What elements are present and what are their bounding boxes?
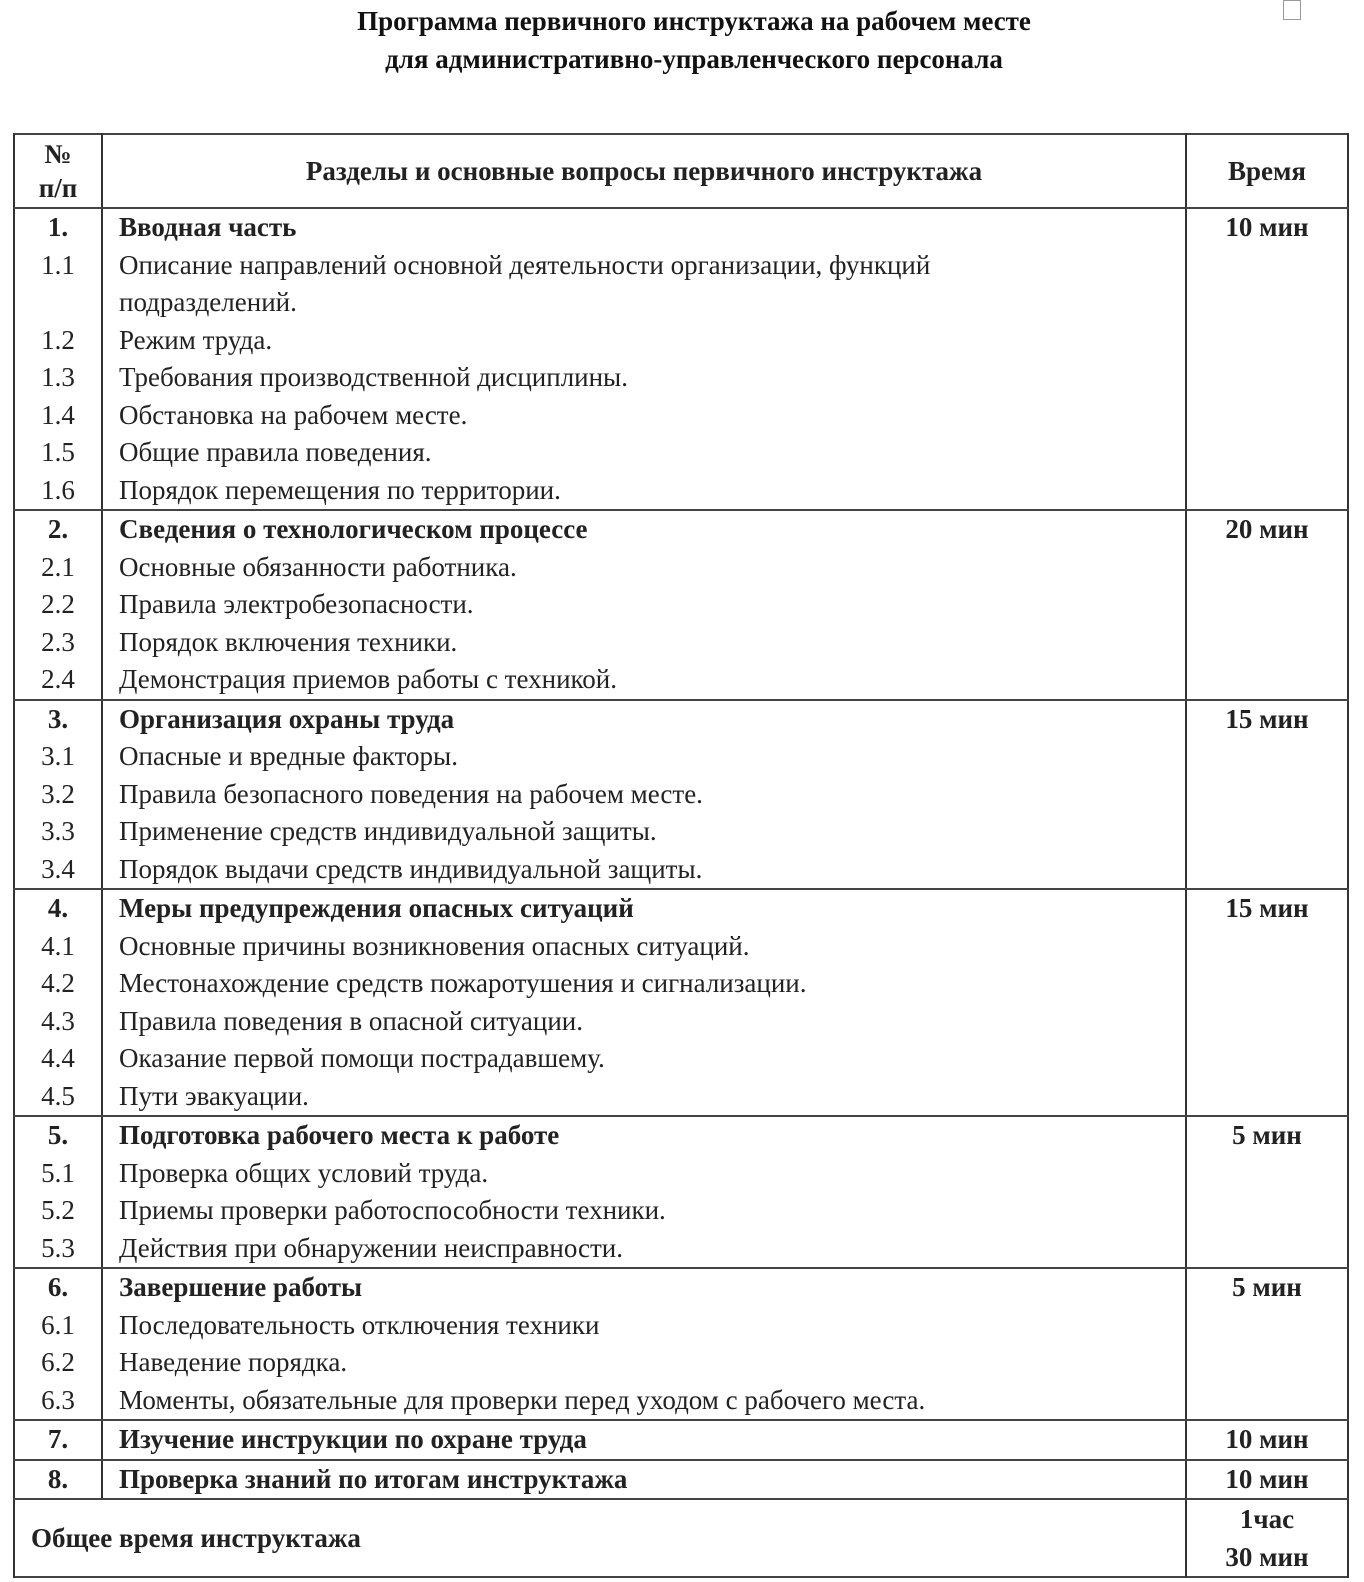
section-number-cell — [14, 1460, 102, 1500]
section-time: 20 мин — [1186, 510, 1348, 700]
title-line-2: для административно-управленческого персонала — [385, 44, 1003, 74]
instruction-program-table — [13, 133, 1349, 1578]
section-time: 10 мин — [1186, 208, 1348, 510]
item-number: 4.4 — [41, 1043, 75, 1073]
section-topics-cell — [102, 1460, 1186, 1500]
section-number-cell — [14, 1268, 102, 1420]
item-number: 1.6 — [41, 474, 75, 505]
section-number: 4. — [47, 893, 69, 923]
section-number: 2. — [47, 514, 69, 544]
item-number: 6.1 — [41, 1309, 75, 1340]
item-number: 5.1 — [41, 1157, 75, 1188]
item-number: 1.2 — [41, 324, 75, 355]
item-text: Порядок перемещения по территории. — [119, 474, 561, 505]
section-time: 5 мин — [1186, 1116, 1348, 1268]
table-section-row — [14, 1268, 1348, 1420]
item-number: 5.3 — [41, 1232, 75, 1263]
section-number: 6. — [47, 1272, 69, 1302]
item-text: Порядок включения техники. — [119, 626, 458, 657]
table-section-row — [14, 1460, 1348, 1500]
item-text: Последовательность отключения техники — [119, 1309, 600, 1340]
item-text: Правила безопасного поведения на рабочем месте. — [119, 778, 703, 809]
item-number: 5.2 — [41, 1195, 75, 1225]
section-number-cell — [14, 208, 102, 510]
item-text: Правила поведения в опасной ситуации. — [119, 1005, 584, 1036]
section-number: 7. — [47, 1424, 69, 1454]
section-title: Меры предупреждения опасных ситуаций — [119, 893, 634, 923]
item-text: Правила электробезопасности. — [119, 589, 474, 619]
document-title — [0, 2, 1364, 78]
section-title: Организация охраны труда — [119, 703, 455, 734]
header-number — [14, 134, 102, 208]
item-number: 3.3 — [41, 816, 75, 846]
section-topics-cell — [102, 1268, 1186, 1420]
section-number: 3. — [47, 703, 69, 734]
table-section-row — [14, 889, 1348, 1116]
section-topics-cell — [102, 1116, 1186, 1268]
item-number: 4.3 — [41, 1005, 75, 1036]
item-number: 2.4 — [41, 664, 75, 694]
section-title: Сведения о технологическом процессе — [119, 514, 588, 544]
header-topics: Разделы и основные вопросы первичного инструктажа — [102, 134, 1186, 208]
section-number-cell — [14, 700, 102, 890]
item-text: Проверка общих условий труда. — [119, 1157, 489, 1188]
item-text: Порядок выдачи средств индивидуальной защиты. — [119, 853, 703, 884]
header-time: Время — [1186, 134, 1348, 208]
section-number-cell — [14, 510, 102, 700]
item-text: Основные обязанности работника. — [119, 551, 517, 582]
table-section-row — [14, 510, 1348, 700]
item-text: Оказание первой помощи пострадавшему. — [119, 1043, 605, 1073]
section-title: Подготовка рабочего места к работе — [119, 1120, 560, 1150]
section-time: 10 мин — [1186, 1460, 1348, 1500]
item-number: 3.4 — [41, 853, 75, 884]
section-time: 10 мин — [1186, 1420, 1348, 1460]
section-time: 15 мин — [1186, 700, 1348, 890]
section-time: 5 мин — [1186, 1268, 1348, 1420]
table-section-row — [14, 208, 1348, 510]
checkbox-icon[interactable] — [1283, 0, 1301, 20]
table-header-row — [14, 134, 1348, 208]
item-text: Обстановка на рабочем месте. — [119, 399, 468, 430]
item-text: Приемы проверки работоспособности техники. — [119, 1195, 666, 1225]
total-label: Общее время инструктажа — [14, 1499, 1186, 1577]
item-text: подразделений. — [119, 287, 297, 317]
item-text: Местонахождение средств пожаротушения и сигнализации. — [119, 968, 807, 998]
section-title: Проверка знаний по итогам инструктажа — [119, 1463, 628, 1494]
section-number-cell — [14, 1116, 102, 1268]
item-text: Наведение порядка. — [119, 1347, 348, 1377]
table-section-row — [14, 700, 1348, 890]
section-topics-cell — [102, 700, 1186, 890]
item-number: 1.1 — [41, 249, 75, 280]
item-text: Основные причины возникновения опасных ситуаций. — [119, 930, 750, 961]
item-text: Применение средств индивидуальной защиты. — [119, 816, 657, 846]
section-topics-cell — [102, 208, 1186, 510]
header-number-abbr: п/п — [38, 173, 78, 203]
item-number: 4.5 — [41, 1080, 75, 1111]
table-section-row — [14, 1420, 1348, 1460]
section-time: 15 мин — [1186, 889, 1348, 1116]
item-text: Общие правила поведения. — [119, 437, 432, 467]
item-text: Действия при обнаружении неисправности. — [119, 1232, 623, 1263]
item-number: 6.2 — [41, 1347, 75, 1377]
section-topics-cell — [102, 1420, 1186, 1460]
item-number: 4.1 — [41, 930, 75, 961]
item-text: Демонстрация приемов работы с техникой. — [119, 664, 617, 694]
total-time-hours: 1час — [1239, 1504, 1295, 1534]
item-text: Пути эвакуации. — [119, 1080, 309, 1111]
section-number: 1. — [47, 212, 69, 242]
table-section-row — [14, 1116, 1348, 1268]
section-title: Изучение инструкции по охране труда — [119, 1424, 587, 1454]
item-number: 6.3 — [41, 1384, 75, 1415]
item-number: 3.1 — [41, 741, 75, 771]
item-text: Опасные и вредные факторы. — [119, 741, 458, 771]
total-row — [14, 1499, 1348, 1577]
total-time-cell — [1186, 1499, 1348, 1577]
header-number-symbol: № — [44, 139, 72, 169]
section-number: 5. — [47, 1120, 69, 1150]
item-number: 3.2 — [41, 778, 75, 809]
section-topics-cell — [102, 889, 1186, 1116]
item-number: 1.5 — [41, 437, 75, 467]
item-text: Моменты, обязательные для проверки перед уходом с рабочего места. — [119, 1384, 926, 1415]
item-number: 1.3 — [41, 362, 75, 392]
section-topics-cell — [102, 510, 1186, 700]
section-title: Завершение работы — [119, 1272, 363, 1302]
item-text: Режим труда. — [119, 324, 273, 355]
item-number: 1.4 — [41, 399, 75, 430]
title-line-1: Программа первичного инструктажа на рабочем месте — [357, 6, 1031, 36]
section-title: Вводная часть — [119, 212, 297, 242]
item-text: Описание направлений основной деятельности организации, функций — [119, 249, 931, 280]
table-body — [14, 208, 1348, 1577]
item-number: 2.1 — [41, 551, 75, 582]
item-text: Требования производственной дисциплины. — [119, 362, 628, 392]
spacer — [15, 284, 101, 322]
item-number: 4.2 — [41, 968, 75, 998]
item-number: 2.2 — [41, 589, 75, 619]
section-number: 8. — [47, 1463, 69, 1494]
total-time-minutes: 30 мин — [1225, 1542, 1309, 1572]
section-number-cell — [14, 1420, 102, 1460]
section-number-cell — [14, 889, 102, 1116]
item-number: 2.3 — [41, 626, 75, 657]
